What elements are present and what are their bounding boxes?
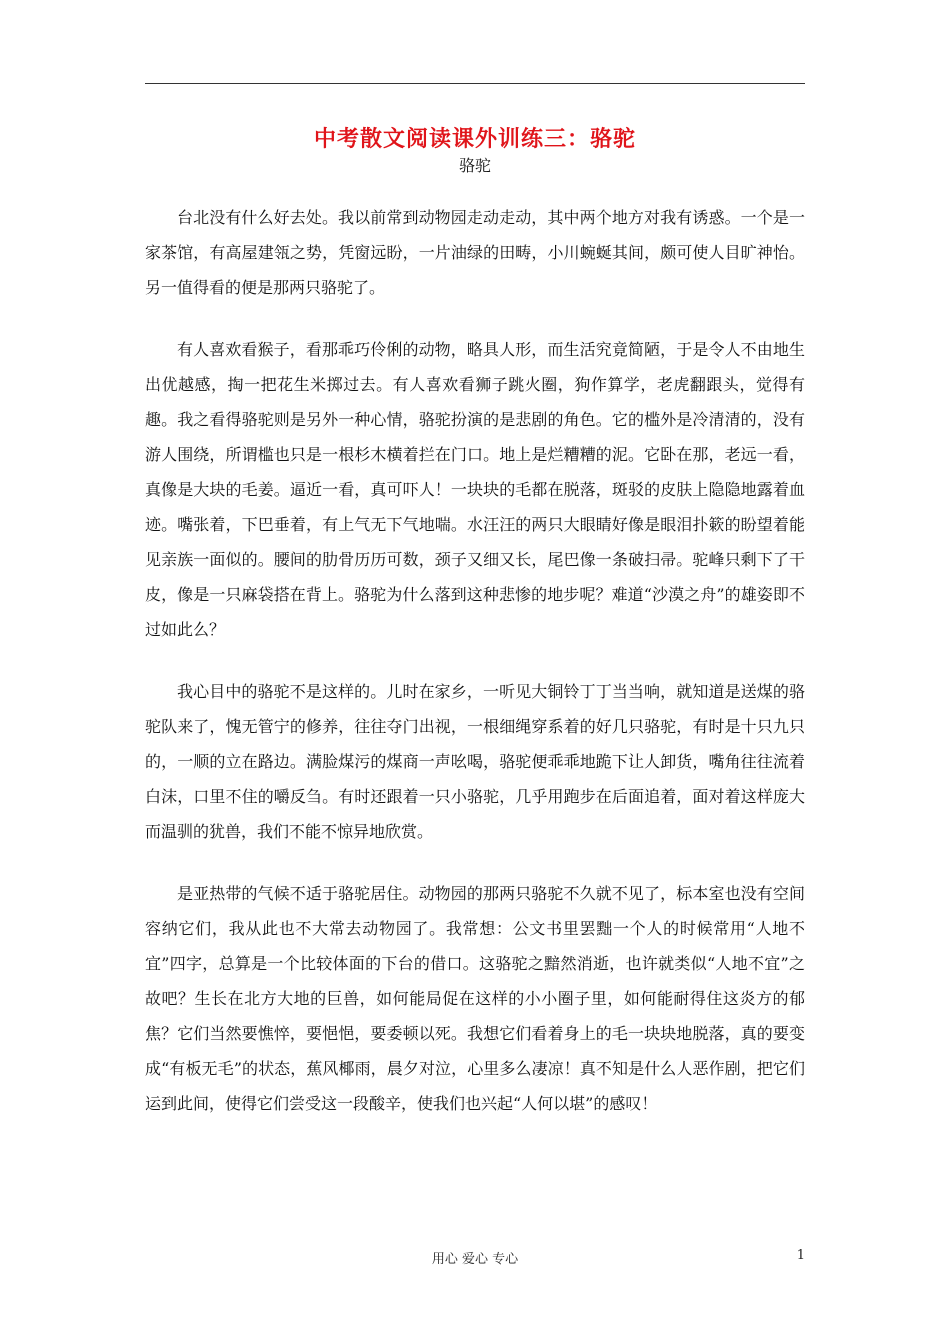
paragraph: 我心目中的骆驼不是这样的。儿时在家乡，一听见大铜铃丁丁当当响，就知道是送煤的骆驼队来了，愧无管宁的修养，往往夺门出视，一根细绳穿系着的好几只骆驼，有时是十只九只的，一顺的立在路边。满脸煤污的煤商一声吆喝，骆驼便乖乖地跪下让人卸货，嘴角往往流着白沫，口里不住的嚼反刍。有时还跟着一只小骆驼，几乎用跑步在后面追着，面对着这样庞大而温驯的犹兽，我们不能不惊异地欣赏。 <box>145 682 805 841</box>
footer-motto: 用心 爱心 专心 <box>431 1252 519 1267</box>
paragraph: 有人喜欢看猴子，看那乖巧伶俐的动物，略具人形，而生活究竟简陋，于是令人不由地生出优越感，掏一把花生米掷过去。有人喜欢看狮子跳火圈，狗作算学，老虎翻跟头，觉得有趣。我之看得骆驼则是另外一种心情，骆驼扮演的是悲剧的角色。它的槛外是冷清清的，没有游人围绕，所谓槛也只是一根杉木横着拦在门口。地上是烂糟糟的泥。它卧在那，老远一看，真像是大块的毛姜。逼近一看，真可吓人！一块块的毛都在脱落，斑驳的皮肤上隐隐地露着血迹。嘴张着，下巴垂着，有上气无下气地喘。水汪汪的两只大眼睛好像是眼泪扑簌的盼望着能见亲族一面似的。腰间的肋骨历历可数，颈子又细又长，尾巴像一条破扫帚。驼峰只剩下了干皮，像是一只麻袋搭在背上。骆驼为什么落到这种悲惨的地步呢？难道“沙漠之舟”的雄姿即不过如此么？ <box>145 340 805 639</box>
paragraph: 台北没有什么好去处。我以前常到动物园走动走动，其中两个地方对我有诱惑。一个是一家茶馆，有高屋建瓴之势，凭窗远盼，一片油绿的田畴，小川蜿蜒其间，颇可使人目旷神怡。另一值得看的便是那两只骆驼了。 <box>145 208 805 297</box>
document-title: 中考散文阅读课外训练三：骆驼 <box>313 126 636 152</box>
page-footer <box>145 1248 805 1268</box>
page-number: 1 <box>796 1248 805 1263</box>
document-subtitle: 骆驼 <box>458 156 491 175</box>
article-body <box>145 200 805 1148</box>
header-rule <box>145 83 805 84</box>
paragraph: 是亚热带的气候不适于骆驼居住。动物园的那两只骆驼不久就不见了，标本室也没有空间容纳它们，我从此也不大常去动物园了。我常想：公文书里罢黜一个人的时候常用“人地不宜”四字，总算是一个比较体面的下台的借口。这骆驼之黯然消逝，也许就类似“人地不宜”之故吧？生长在北方大地的巨兽，如何能局促在这样的小小圈子里，如何能耐得住这炎方的郁焦？它们当然要憔悴，要悒悒，要委顿以死。我想它们看着身上的毛一块块地脱落，真的要变成“有板无毛”的状态，蕉风椰雨，晨夕对泣，心里多么凄凉！真不知是什么人恶作剧，把它们运到此间，使得它们尝受这一段酸辛，使我们也兴起“人何以堪”的感叹！ <box>145 884 805 1113</box>
